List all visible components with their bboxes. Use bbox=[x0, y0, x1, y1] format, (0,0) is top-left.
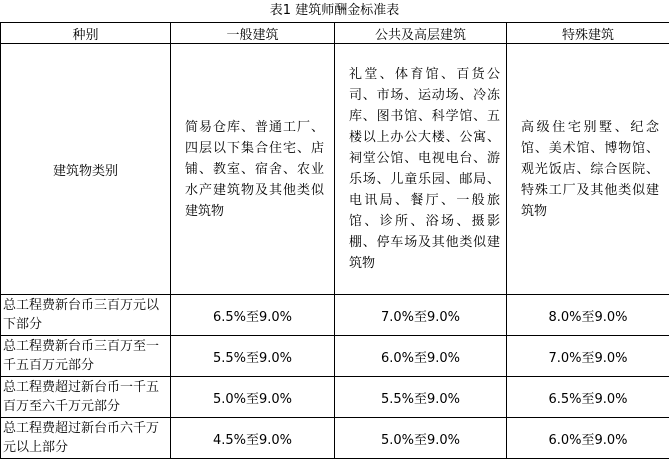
fee-row bbox=[1, 336, 669, 377]
fee-label: 总工程费超过新台币一千五百万至六千万元部分 bbox=[1, 377, 171, 418]
fee-special: 8.0%至9.0% bbox=[507, 295, 669, 336]
fee-row bbox=[1, 418, 669, 459]
header-general: 一般建筑 bbox=[171, 23, 335, 44]
category-general: 简易仓库、普通工厂、四层以下集合住宅、店铺、教室、宿舍、农业水产建筑物及其他类似建筑物 bbox=[171, 44, 335, 295]
header-row bbox=[1, 23, 669, 44]
category-public: 礼堂、体育馆、百货公司、市场、运动场、冷冻库、图书馆、科学馆、五楼以上办公大楼、公寓、祠堂公馆、电视电台、游乐场、儿童乐园、邮局、电讯局、餐厅、一般旅馆、诊所、浴场、摄影棚、停车场及其他类似建筑物 bbox=[335, 44, 507, 295]
fee-general: 4.5%至9.0% bbox=[171, 418, 335, 459]
fee-special: 7.0%至9.0% bbox=[507, 336, 669, 377]
category-label: 建筑物类别 bbox=[1, 44, 171, 295]
fee-public: 7.0%至9.0% bbox=[335, 295, 507, 336]
fee-row bbox=[1, 295, 669, 336]
fee-row bbox=[1, 377, 669, 418]
fee-public: 6.0%至9.0% bbox=[335, 336, 507, 377]
header-kind: 种别 bbox=[1, 23, 171, 44]
fee-label: 总工程费新台币三百万元以下部分 bbox=[1, 295, 171, 336]
fee-public: 5.5%至9.0% bbox=[335, 377, 507, 418]
fee-general: 5.5%至9.0% bbox=[171, 336, 335, 377]
fee-public: 5.0%至9.0% bbox=[335, 418, 507, 459]
fee-label: 总工程费新台币三百万至一千五百万元部分 bbox=[1, 336, 171, 377]
fee-standard-table bbox=[0, 22, 669, 459]
header-special: 特殊建筑 bbox=[507, 23, 669, 44]
header-public: 公共及高层建筑 bbox=[335, 23, 507, 44]
fee-label: 总工程费超过新台币六千万元以上部分 bbox=[1, 418, 171, 459]
table-title: 表1 建筑师酬金标准表 bbox=[269, 3, 400, 18]
fee-general: 6.5%至9.0% bbox=[171, 295, 335, 336]
fee-special: 6.5%至9.0% bbox=[507, 377, 669, 418]
category-row bbox=[1, 44, 669, 295]
category-special: 高级住宅别墅、纪念馆、美术馆、博物馆、观光饭店、综合医院、特殊工厂及其他类似建筑物 bbox=[507, 44, 669, 295]
fee-special: 6.0%至9.0% bbox=[507, 418, 669, 459]
fee-general: 5.0%至9.0% bbox=[171, 377, 335, 418]
